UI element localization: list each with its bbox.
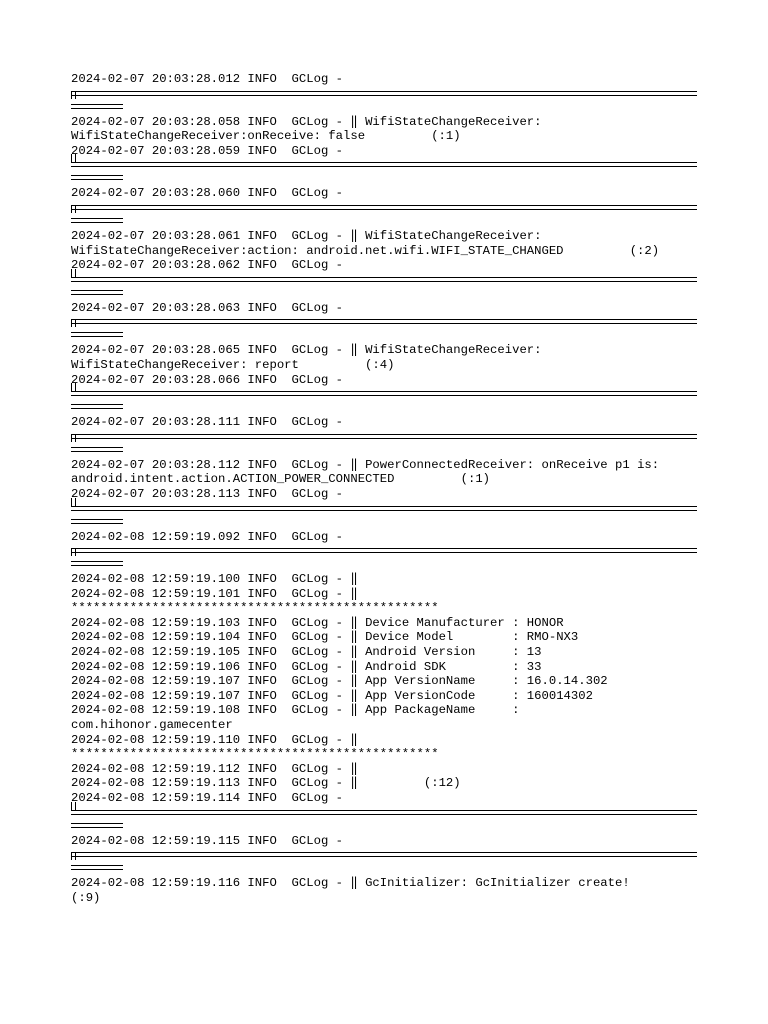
- box-top-border: [71, 315, 697, 337]
- log-line: 2024-02-07 20:03:28.113 INFO GCLog -: [71, 486, 343, 501]
- log-line: 2024-02-07 20:03:28.112 INFO GCLog - ‖ PowerConnectedReceiver: onReceive p1 is:: [71, 457, 660, 472]
- log-line: 2024-02-08 12:59:19.113 INFO GCLog - ‖ (:12): [71, 776, 461, 791]
- box-bottom-border: [71, 502, 697, 524]
- box-top-border: [71, 430, 697, 452]
- log-line: 2024-02-08 12:59:19.092 INFO GCLog -: [71, 529, 343, 544]
- log-line: (:9): [71, 890, 101, 905]
- box-top-border: [71, 201, 697, 223]
- log-line: 2024-02-08 12:59:19.112 INFO GCLog - ‖: [71, 761, 358, 776]
- log-line: 2024-02-07 20:03:28.065 INFO GCLog - ‖ WifiStateChangeReceiver:: [71, 343, 542, 358]
- separator-stars: **************************************************: [71, 747, 439, 762]
- log-line: 2024-02-08 12:59:19.104 INFO GCLog - ‖ Device Model : RMO-NX3: [71, 630, 579, 645]
- log-line: com.hihonor.gamecenter: [71, 718, 233, 733]
- log-line: 2024-02-07 20:03:28.062 INFO GCLog -: [71, 258, 343, 273]
- log-line: WifiStateChangeReceiver:onReceive: false (:1): [71, 129, 461, 144]
- log-line: 2024-02-07 20:03:28.059 INFO GCLog -: [71, 143, 343, 158]
- log-document: [71, 72, 697, 905]
- log-line: WifiStateChangeReceiver:action: android.net.wifi.WIFI_STATE_CHANGED (:2): [71, 243, 660, 258]
- log-line: 2024-02-07 20:03:28.058 INFO GCLog - ‖ WifiStateChangeReceiver:: [71, 114, 542, 129]
- box-bottom-border: [71, 158, 697, 180]
- box-bottom-border: [71, 806, 697, 828]
- log-line: 2024-02-08 12:59:19.103 INFO GCLog - ‖ Device Manufacturer : HONOR: [71, 615, 564, 630]
- log-line: 2024-02-07 20:03:28.061 INFO GCLog - ‖ WifiStateChangeReceiver:: [71, 228, 542, 243]
- log-line: 2024-02-08 12:59:19.101 INFO GCLog - ‖: [71, 586, 358, 601]
- box-bottom-border: [71, 273, 697, 295]
- log-line: 2024-02-08 12:59:19.108 INFO GCLog - ‖ App PackageName :: [71, 703, 520, 718]
- log-line: 2024-02-08 12:59:19.100 INFO GCLog - ‖: [71, 572, 358, 587]
- box-top-border: [71, 848, 697, 870]
- log-line: 2024-02-07 20:03:28.012 INFO GCLog -: [71, 72, 343, 86]
- log-line: 2024-02-08 12:59:19.107 INFO GCLog - ‖ App VersionName : 16.0.14.302: [71, 674, 608, 689]
- log-line: 2024-02-08 12:59:19.105 INFO GCLog - ‖ Android Version : 13: [71, 645, 542, 660]
- log-line: 2024-02-08 12:59:19.115 INFO GCLog -: [71, 833, 343, 848]
- log-line: 2024-02-08 12:59:19.107 INFO GCLog - ‖ App VersionCode : 160014302: [71, 688, 593, 703]
- log-line: 2024-02-07 20:03:28.063 INFO GCLog -: [71, 300, 343, 315]
- log-line: 2024-02-08 12:59:19.110 INFO GCLog - ‖: [71, 732, 358, 747]
- log-line: android.intent.action.ACTION_POWER_CONNECTED (:1): [71, 472, 491, 487]
- log-line: 2024-02-08 12:59:19.106 INFO GCLog - ‖ Android SDK : 33: [71, 659, 542, 674]
- log-line: 2024-02-07 20:03:28.066 INFO GCLog -: [71, 372, 343, 387]
- separator-stars: **************************************************: [71, 601, 439, 616]
- log-line: 2024-02-08 12:59:19.116 INFO GCLog - ‖ GcInitializer: GcInitializer create!: [71, 876, 630, 891]
- box-top-border: [71, 87, 697, 109]
- box-bottom-border: [71, 387, 697, 409]
- log-line: 2024-02-07 20:03:28.111 INFO GCLog -: [71, 415, 343, 430]
- box-top-border: [71, 544, 697, 566]
- log-line: 2024-02-07 20:03:28.060 INFO GCLog -: [71, 186, 343, 201]
- log-line: WifiStateChangeReceiver: report (:4): [71, 357, 395, 372]
- log-line: 2024-02-08 12:59:19.114 INFO GCLog -: [71, 791, 343, 805]
